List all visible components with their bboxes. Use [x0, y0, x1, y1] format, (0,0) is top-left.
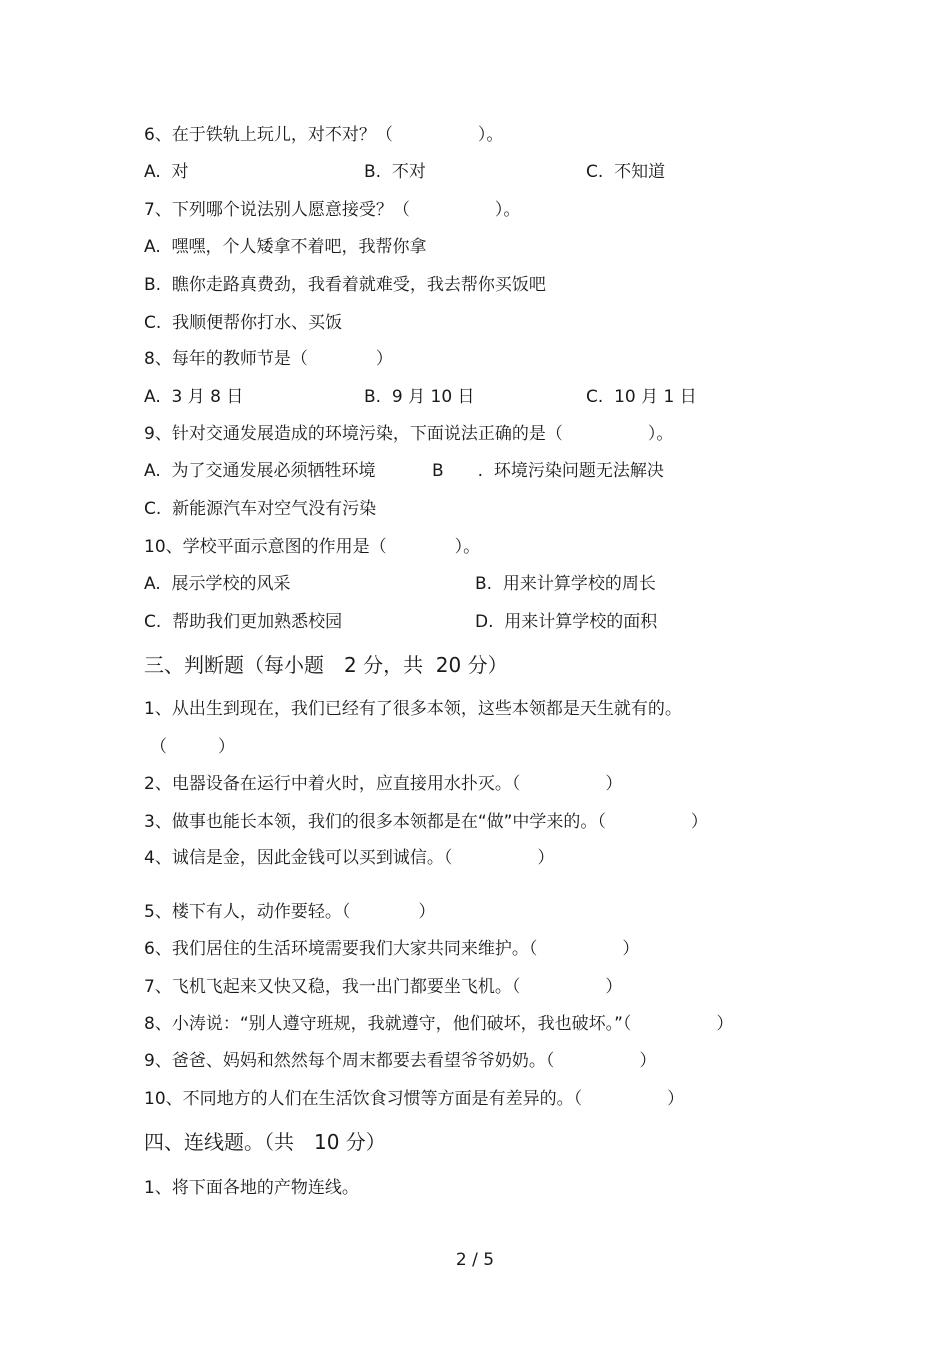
q8-option-c: C. 10 月 1 日	[586, 387, 697, 407]
match-question-1: 1、将下面各地的产物连线。	[144, 1178, 359, 1198]
judge-item-1-blank: （ ）	[150, 737, 235, 757]
q7-option-a: A. 嘿嘿，个人矮拿不着吧，我帮你拿	[144, 237, 427, 257]
judge-item-9: 9、爸爸、妈妈和然然每个周末都要去看望爷爷奶奶。（ ）	[144, 1051, 657, 1071]
section-heading-match: 四、连线题。（共 10 分）	[144, 1130, 386, 1154]
q8-option-b: B. 9 月 10 日	[364, 387, 475, 407]
section-heading-judge: 三、判断题（每小题 2 分，共 20 分）	[144, 653, 508, 677]
q7-option-b: B. 瞧你走路真费劲，我看着就难受，我去帮你买饭吧	[144, 275, 546, 295]
q6-option-a: A. 对	[144, 162, 189, 182]
judge-item-7: 7、飞机飞起来又快又稳，我一出门都要坐飞机。（ ）	[144, 977, 623, 997]
page-number: 2 / 5	[455, 1250, 495, 1270]
judge-item-6: 6、我们居住的生活环境需要我们大家共同来维护。（ ）	[144, 939, 640, 959]
judge-item-2: 2、电器设备在运行中着火时，应直接用水扑灭。（ ）	[144, 774, 623, 794]
judge-item-10: 10、不同地方的人们在生活饮食习惯等方面是有差异的。（ ）	[144, 1089, 685, 1109]
q8-option-a: A. 3 月 8 日	[144, 387, 244, 407]
judge-item-1: 1、从出生到现在，我们已经有了很多本领，这些本领都是天生就有的。	[144, 699, 682, 719]
q9-option-b: B . 环境污染问题无法解决	[432, 461, 664, 481]
q10-option-c: C. 帮助我们更加熟悉校园	[144, 612, 343, 632]
q9-option-a: A. 为了交通发展必须牺牲环境	[144, 461, 376, 481]
q6-option-b: B. 不对	[364, 162, 426, 182]
q10-option-a: A. 展示学校的风采	[144, 574, 291, 594]
judge-item-8: 8、小涛说：“别人遵守班规，我就遵守，他们破坏，我也破坏。”（ ）	[144, 1014, 734, 1034]
q7-stem: 7、下列哪个说法别人愿意接受？（ ）。	[144, 200, 521, 220]
q7-option-c: C. 我顺便帮你打水、买饭	[144, 313, 343, 333]
q9-option-c: C. 新能源汽车对空气没有污染	[144, 499, 377, 519]
q8-stem: 8、每年的教师节是（ ）	[144, 349, 393, 369]
q10-stem: 10、学校平面示意图的作用是（ ）。	[144, 537, 481, 557]
q10-option-b: B. 用来计算学校的周长	[475, 574, 656, 594]
judge-item-4: 4、诚信是金，因此金钱可以买到诚信。（ ）	[144, 848, 555, 868]
q6-option-c: C. 不知道	[586, 162, 666, 182]
judge-item-5: 5、楼下有人，动作要轻。（ ）	[144, 902, 436, 922]
q9-stem: 9、针对交通发展造成的环境污染，下面说法正确的是（ ）。	[144, 424, 674, 444]
q10-option-d: D. 用来计算学校的面积	[475, 612, 658, 632]
judge-item-3: 3、做事也能长本领，我们的很多本领都是在“做”中学来的。（ ）	[144, 812, 708, 832]
q6-stem: 6、在于铁轨上玩儿，对不对？（ ）。	[144, 125, 504, 145]
